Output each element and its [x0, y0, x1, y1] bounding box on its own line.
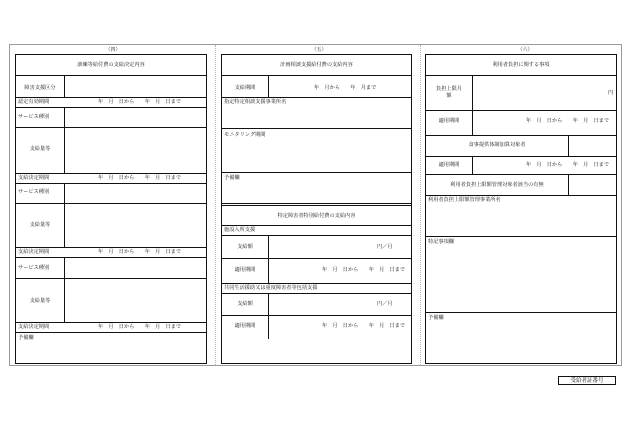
apply-period-label: 適用期間	[234, 267, 256, 273]
decision-dates: 年 月 日から 年 月 日まで	[98, 175, 182, 181]
panel-title: 計画相談支援給付費の支給内容	[280, 62, 353, 68]
remarks-label: 予備欄	[18, 335, 34, 341]
decision-period-label: 支給決定期間	[18, 249, 50, 255]
panel-title: 訓練等給付費の支給決定内容	[77, 62, 145, 68]
supply-amount-label: 支給額	[237, 301, 253, 307]
column-number-6: （六）	[517, 47, 533, 53]
monthly-amount: 円／月	[377, 301, 393, 307]
yen-unit: 円	[608, 90, 614, 96]
decision-dates: 年 月 日から 年 月 日まで	[98, 249, 182, 255]
training-benefit-panel	[15, 54, 207, 364]
monitoring-label: モニタリング期間	[224, 132, 266, 138]
recipient-number-box: 受給者証番号	[558, 376, 616, 385]
special-notes-label: 特記事項欄	[428, 239, 454, 245]
disability-class-label: 障害支援区分	[24, 85, 56, 91]
fold-line	[420, 45, 421, 365]
facility-support-label: 施設入所支援	[224, 227, 256, 233]
amount-label: 支給量等	[29, 146, 51, 152]
monthly-amount: 円／月	[377, 244, 393, 250]
supply-period-label: 支給期間	[234, 85, 256, 91]
cert-period-label: 認定有効期間	[18, 99, 50, 105]
supply-dates: 年 月から 年 月まで	[314, 85, 377, 91]
plan-consultation-panel	[221, 54, 412, 364]
burden-limit-label: 負担上限月額	[436, 86, 462, 99]
mgmt-office-label: 利用者負担上限額管理事業所名	[428, 197, 501, 203]
apply-dates: 年 月 日から 年 月 日まで	[526, 118, 610, 124]
apply-period-label: 適用期間	[438, 118, 460, 124]
designated-office-label: 指定特定相談支援事業所名	[224, 99, 287, 105]
group-home-label: 共同生活援助又は重度障害者等包括支援	[224, 285, 318, 291]
column-number-4: （四）	[105, 47, 121, 53]
supply-amount-label: 支給額	[237, 244, 253, 250]
service-type-label: サービス種別	[18, 265, 50, 271]
apply-period-label: 適用期間	[234, 323, 256, 329]
amount-label: 支給量等	[29, 222, 51, 228]
service-type-label: サービス種別	[18, 189, 50, 195]
service-type-label: サービス種別	[18, 114, 50, 120]
cert-dates: 年 月 日から 年 月 日まで	[98, 99, 182, 105]
meal-provision-label: 食事提供体制加算対象者	[468, 142, 526, 148]
apply-dates: 年 月 日から 年 月 日まで	[526, 162, 610, 168]
decision-period-label: 支給決定期間	[18, 175, 50, 181]
apply-dates: 年 月 日から 年 月 日まで	[322, 323, 406, 329]
remarks-label: 予備欄	[224, 175, 240, 181]
user-burden-panel	[425, 54, 617, 364]
apply-dates: 年 月 日から 年 月 日まで	[322, 267, 406, 273]
certificate-sheet	[9, 44, 622, 366]
decision-dates: 年 月 日から 年 月 日まで	[98, 324, 182, 330]
panel-title: 利用者負担に関する事項	[492, 62, 550, 68]
remarks-label: 予備欄	[428, 315, 444, 321]
fold-line	[215, 45, 216, 365]
mgmt-target-label: 利用者負担上限額管理対象者該当の有無	[450, 182, 544, 188]
amount-label: 支給量等	[29, 298, 51, 304]
column-number-5: （五）	[311, 47, 327, 53]
decision-period-label: 支給決定期間	[18, 324, 50, 330]
apply-period-label: 適用期間	[438, 162, 460, 168]
special-benefit-title: 特定障害者特別給付費の支給内容	[277, 213, 356, 219]
